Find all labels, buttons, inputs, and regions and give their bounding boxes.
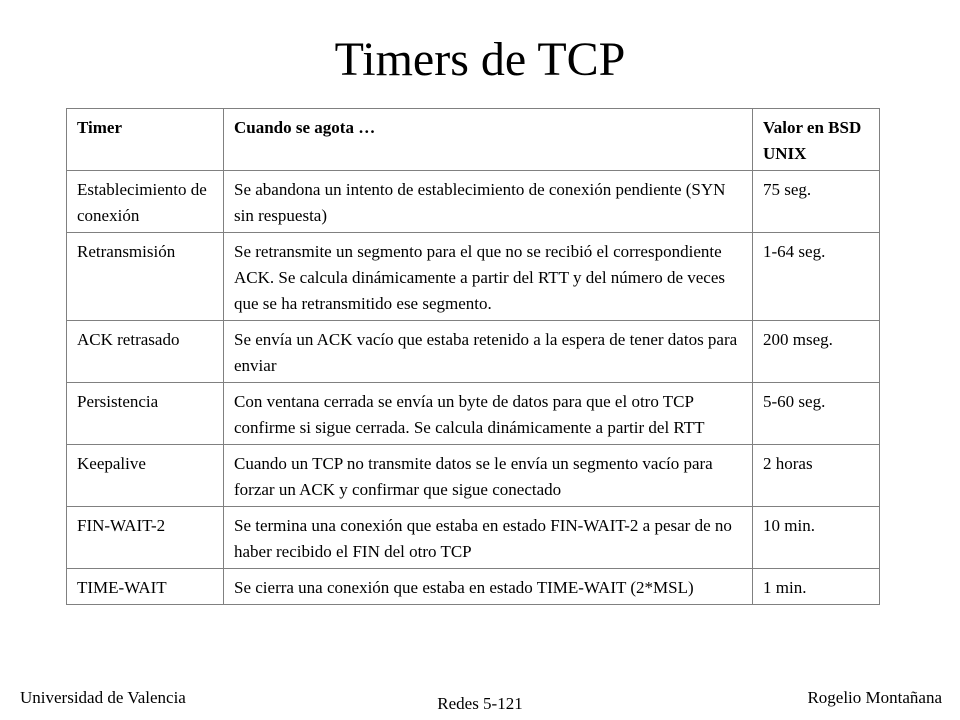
table-row xyxy=(67,445,880,507)
cell-timer: Establecimiento de conexión xyxy=(67,171,224,233)
timers-table xyxy=(66,108,880,605)
cell-description: Cuando un TCP no transmite datos se le envía un segmento vacío para forzar un ACK y confirmar que sigue conectado xyxy=(224,445,753,507)
cell-timer: ACK retrasado xyxy=(67,321,224,383)
table-row xyxy=(67,507,880,569)
table-row xyxy=(67,321,880,383)
cell-description: Se envía un ACK vacío que estaba retenido a la espera de tener datos para enviar xyxy=(224,321,753,383)
cell-description: Se abandona un intento de establecimiento de conexión pendiente (SYN sin respuesta) xyxy=(224,171,753,233)
header-cuando: Cuando se agota … xyxy=(224,109,753,171)
cell-description: Con ventana cerrada se envía un byte de datos para que el otro TCP confirme si sigue cerrada. Se calcula dinámicamente a partir del RTT xyxy=(224,383,753,445)
cell-value: 1 min. xyxy=(753,569,880,605)
cell-timer: Keepalive xyxy=(67,445,224,507)
table-header-row xyxy=(67,109,880,171)
cell-description: Se retransmite un segmento para el que no se recibió el correspondiente ACK. Se calcula dinámicamente a partir del RTT y del número de veces que se ha retransmitido ese segmento. xyxy=(224,233,753,321)
cell-value: 5-60 seg. xyxy=(753,383,880,445)
cell-description: Se termina una conexión que estaba en estado FIN-WAIT-2 a pesar de no haber recibido el FIN del otro TCP xyxy=(224,507,753,569)
header-timer: Timer xyxy=(67,109,224,171)
cell-timer: FIN-WAIT-2 xyxy=(67,507,224,569)
cell-value: 10 min. xyxy=(753,507,880,569)
cell-value: 1-64 seg. xyxy=(753,233,880,321)
cell-timer: TIME-WAIT xyxy=(67,569,224,605)
cell-timer: Persistencia xyxy=(67,383,224,445)
cell-value: 200 mseg. xyxy=(753,321,880,383)
cell-value: 75 seg. xyxy=(753,171,880,233)
footer-slide-number: Redes 5-121 xyxy=(437,694,523,713)
footer-university: Universidad de Valencia xyxy=(20,688,186,707)
footer-author: Rogelio Montañana xyxy=(807,688,942,707)
table-row xyxy=(67,569,880,605)
header-valor: Valor en BSD UNIX xyxy=(753,109,880,171)
cell-description: Se cierra una conexión que estaba en estado TIME-WAIT (2*MSL) xyxy=(224,569,753,605)
slide-title: Timers de TCP xyxy=(334,33,626,86)
table-row xyxy=(67,171,880,233)
cell-timer: Retransmisión xyxy=(67,233,224,321)
table-row xyxy=(67,383,880,445)
cell-value: 2 horas xyxy=(753,445,880,507)
table-row xyxy=(67,233,880,321)
